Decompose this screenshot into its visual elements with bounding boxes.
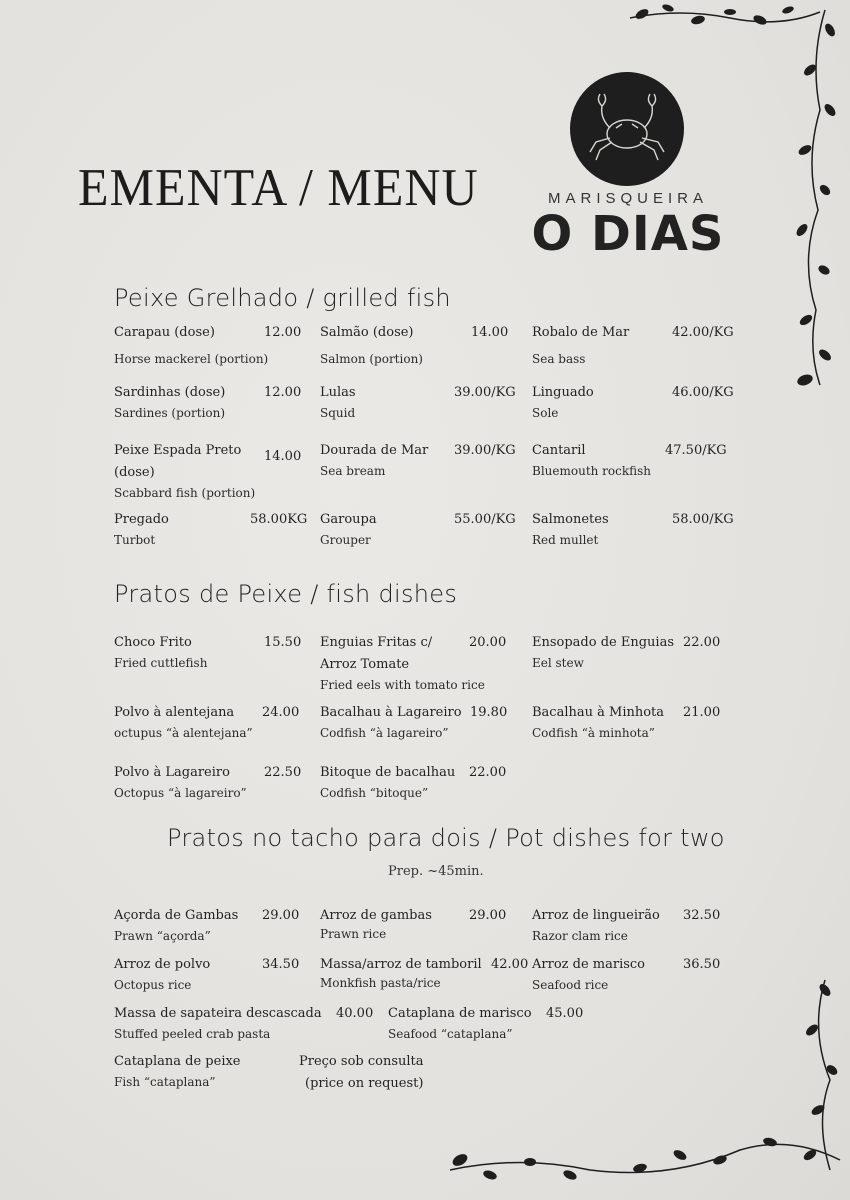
item-name: Enguias Fritas c/	[320, 635, 433, 650]
item-name: Massa/arroz de tamboril	[320, 957, 482, 972]
item-name: Açorda de Gambas	[114, 908, 239, 923]
item-translation: Codfish “à lagareiro”	[320, 726, 449, 740]
item-name: Bitoque de bacalhau	[320, 765, 456, 780]
section-heading-pot: Pratos no tacho para dois / Pot dishes for two	[167, 824, 725, 852]
item-translation: Turbot	[114, 533, 156, 547]
item-translation: Codfish “bitoque”	[320, 786, 429, 800]
item-translation: Bluemouth rockfish	[532, 464, 652, 478]
item-name: Linguado	[532, 385, 594, 400]
item-translation: Eel stew	[532, 656, 584, 670]
section-heading-grilled: Peixe Grelhado / grilled fish	[114, 284, 451, 312]
item-name: Polvo à alentejana	[114, 705, 235, 720]
pot-prep-note: Prep. ~45min.	[388, 864, 484, 879]
crab-icon	[570, 72, 684, 186]
item-name: Robalo de Mar	[532, 325, 630, 340]
item-translation: Octopus “à lagareiro”	[114, 786, 247, 800]
item-price: 58.00/KG	[672, 512, 734, 527]
item-price: 42.00/KG	[672, 325, 734, 340]
logo-name: O DIAS	[531, 206, 725, 262]
item-name: Lulas	[320, 385, 356, 400]
item-name: Salmonetes	[532, 512, 609, 527]
item-price: 58.00KG	[250, 512, 308, 527]
item-name: Peixe Espada Preto	[114, 443, 242, 458]
item-name: Sardinhas (dose)	[114, 385, 226, 400]
item-price: 55.00/KG	[454, 512, 516, 527]
item-price: 19.80	[470, 705, 508, 720]
item-translation: Fried cuttlefish	[114, 656, 208, 670]
item-price: 34.50	[262, 957, 300, 972]
item-price: 46.00/KG	[672, 385, 734, 400]
item-name: Dourada de Mar	[320, 443, 429, 458]
logo-subtitle: MARISQUEIRA	[547, 190, 708, 207]
item-translation: Grouper	[320, 533, 371, 547]
item-name-line2: Arroz Tomate	[320, 657, 410, 672]
item-price: 29.00	[469, 908, 507, 923]
item-price: 12.00	[264, 325, 302, 340]
item-price: 42.00	[491, 957, 529, 972]
item-name: Choco Frito	[114, 635, 192, 650]
item-translation: Razor clam rice	[532, 929, 628, 943]
item-name: Ensopado de Enguias	[532, 635, 674, 650]
item-name: Arroz de gambas	[320, 908, 432, 923]
item-name: Cataplana de marisco	[388, 1006, 532, 1021]
item-name: Arroz de polvo	[114, 957, 211, 972]
item-translation: Monkfish pasta/rice	[320, 976, 441, 990]
item-price: 47.50/KG	[665, 443, 727, 458]
item-translation: Prawn “açorda”	[114, 929, 211, 943]
item-price: 21.00	[683, 705, 721, 720]
item-name-line2: (dose)	[114, 465, 155, 480]
page-title: EMENTA / MENU	[78, 157, 479, 217]
item-translation: Sole	[532, 406, 559, 420]
item-translation: Red mullet	[532, 533, 599, 547]
item-translation: Fish “cataplana”	[114, 1075, 216, 1089]
item-name: Arroz de marisco	[532, 957, 646, 972]
item-translation: Seafood “cataplana”	[388, 1027, 513, 1041]
item-name: Garoupa	[320, 512, 377, 527]
item-translation: Sea bass	[532, 352, 586, 366]
item-name: Preço sob consulta	[299, 1054, 424, 1069]
item-price: 40.00	[336, 1006, 374, 1021]
item-price: 29.00	[262, 908, 300, 923]
item-translation: Codfish “à minhota”	[532, 726, 655, 740]
item-price: 32.50	[683, 908, 721, 923]
item-translation: Sea bream	[320, 464, 386, 478]
item-price: 39.00/KG	[454, 443, 516, 458]
item-name: Cataplana de peixe	[114, 1054, 241, 1069]
item-price: 45.00	[546, 1006, 584, 1021]
item-translation: Fried eels with tomato rice	[320, 678, 485, 692]
item-translation: Octopus rice	[114, 978, 192, 992]
item-translation: Salmon (portion)	[320, 352, 423, 366]
item-translation: Squid	[320, 406, 356, 420]
item-translation: octupus “à alentejana”	[114, 726, 253, 740]
item-translation: Scabbard fish (portion)	[114, 486, 256, 500]
item-price: 22.50	[264, 765, 302, 780]
item-name: Bacalhau à Minhota	[532, 705, 665, 720]
item-name: Bacalhau à Lagareiro	[320, 705, 462, 720]
item-price: 12.00	[264, 385, 302, 400]
item-name: Cantaril	[532, 443, 586, 458]
item-translation: Seafood rice	[532, 978, 609, 992]
item-name: Salmão (dose)	[320, 325, 414, 340]
item-name-line2: (price on request)	[305, 1076, 424, 1091]
item-price: 36.50	[683, 957, 721, 972]
item-price: 39.00/KG	[454, 385, 516, 400]
item-name: Massa de sapateira descascada	[114, 1006, 322, 1021]
item-price: 14.00	[264, 449, 302, 464]
item-price: 15.50	[264, 635, 302, 650]
item-name: Carapau (dose)	[114, 325, 215, 340]
item-price: 22.00	[469, 765, 507, 780]
item-price: 20.00	[469, 635, 507, 650]
item-name: Polvo à Lagareiro	[114, 765, 230, 780]
logo-emblem	[570, 72, 684, 186]
item-name: Arroz de lingueirão	[532, 908, 660, 923]
item-price: 22.00	[683, 635, 721, 650]
item-price: 14.00	[471, 325, 509, 340]
item-translation: Sardines (portion)	[114, 406, 226, 420]
item-price: 24.00	[262, 705, 300, 720]
item-translation: Prawn rice	[320, 927, 387, 941]
item-translation: Stuffed peeled crab pasta	[114, 1027, 271, 1041]
section-heading-fish-dishes: Pratos de Peixe / fish dishes	[114, 580, 458, 608]
item-translation: Horse mackerel (portion)	[114, 352, 269, 366]
item-name: Pregado	[114, 512, 169, 527]
